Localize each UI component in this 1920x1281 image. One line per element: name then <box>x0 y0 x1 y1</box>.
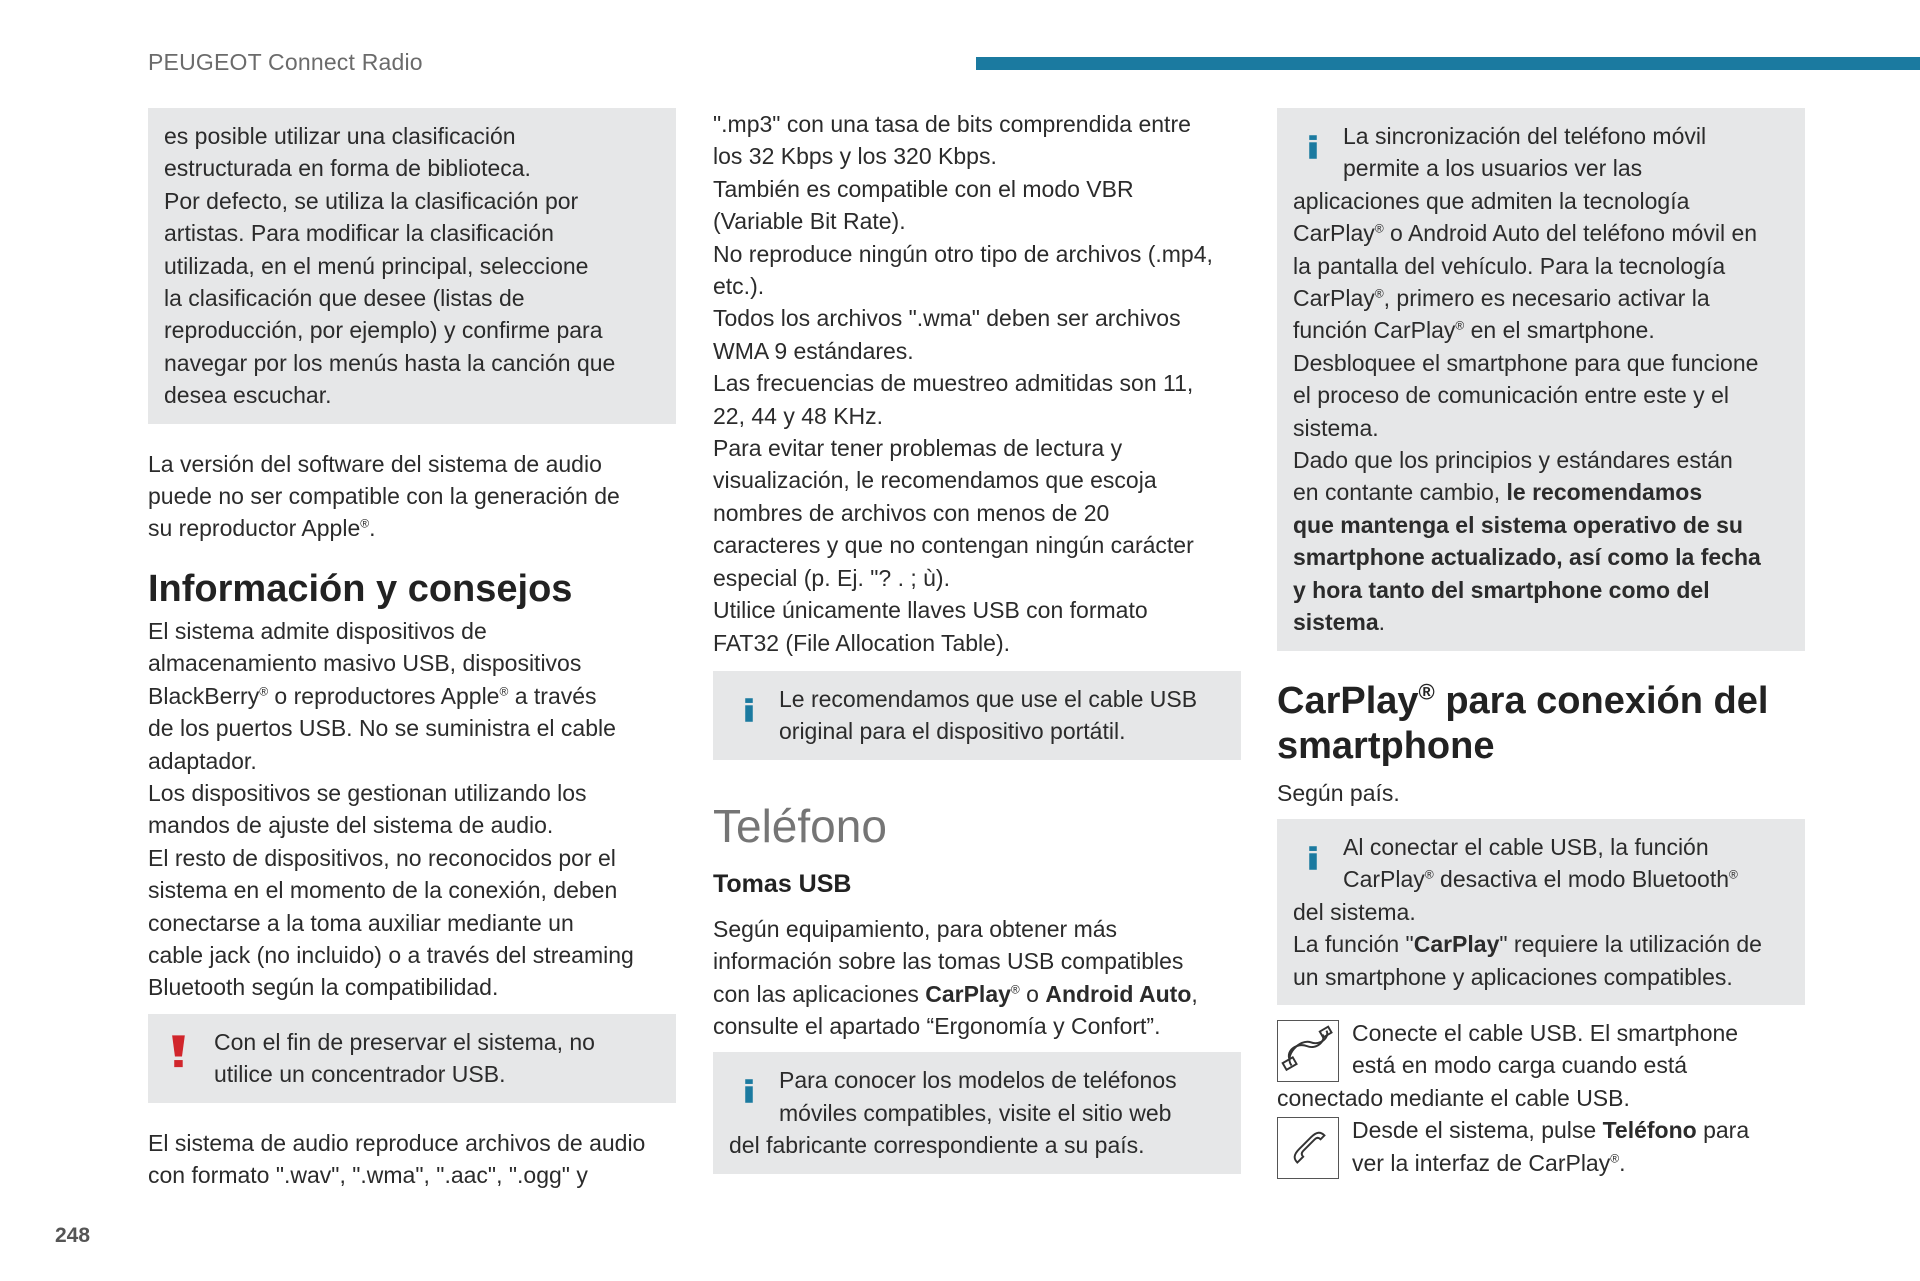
phone-models-note-box: Para conocer los modelos de teléfonos móviles compatibles, visite el sitio web del fabricante correspondiente a su país. <box>713 1052 1241 1173</box>
usb-cable-icon <box>1277 1020 1339 1082</box>
text-line: especial (p. Ej. "? . ; ù). <box>713 564 950 591</box>
section-heading-telefono: Teléfono <box>713 799 887 852</box>
phone-handset-icon <box>1277 1117 1339 1179</box>
text-line: etc.). <box>713 273 765 300</box>
text-line: ".mp3" con una tasa de bits comprendida entre <box>713 111 1191 137</box>
usb-hub-warning-box: Con el fin de preservar el sistema, no utilice un concentrador USB. <box>148 1014 676 1103</box>
text-line: estructurada en forma de biblioteca. <box>164 155 531 182</box>
info-icon <box>1305 126 1321 168</box>
audio-formats-continued <box>713 108 1241 671</box>
text-line: caracteres y que no contengan ningún carácter <box>713 532 1194 559</box>
text-line: reproducción, por ejemplo) y confirme para <box>164 317 603 344</box>
text-line: (Variable Bit Rate). <box>713 208 906 235</box>
info-icon <box>741 689 757 731</box>
section-heading-carplay: CarPlay® para conexión del smartphone <box>1277 678 1769 767</box>
usb-ports-text: Según equipamiento, para obtener más información sobre las tomas USB compatibles con las aplicaciones CarPlay® o Android Auto, consulte el apartado “Ergonomía y Confort”. <box>713 915 1198 1039</box>
column-left <box>148 108 676 1191</box>
audio-formats-text: El sistema de audio reproduce archivos de audio con formato ".wav", ".wma", ".aac", ".ogg" y <box>148 1129 646 1188</box>
running-header-title: PEUGEOT Connect Radio <box>148 49 423 75</box>
text-line: la clasificación que desee (listas de <box>164 285 525 312</box>
phone-step: Desde el sistema, pulse Teléfono para ver la interfaz de CarPlay®. <box>1277 1114 1805 1179</box>
connect-usb-step: Conecte el cable USB. El smartphone está en modo carga cuando está conectado mediante el cable USB. <box>1277 1019 1739 1111</box>
usb-cable-note-box: Le recomendamos que use el cable USB original para el dispositivo portátil. <box>713 671 1241 760</box>
software-compat-text: La versión del software del sistema de audio puede no ser compatible con la generación de su reproductor Apple®. <box>148 450 620 542</box>
text-line: Para evitar tener problemas de lectura y <box>713 435 1123 462</box>
text-line: También es compatible con el modo VBR <box>713 175 1134 202</box>
text-line: Utilice únicamente llaves USB con formato <box>713 597 1148 624</box>
text-line: utilizada, en el menú principal, seleccione <box>164 252 589 279</box>
text-line: los 32 Kbps y los 320 Kbps. <box>713 143 997 170</box>
info-icon <box>741 1070 757 1112</box>
warning-icon <box>170 1030 194 1076</box>
text-line: Todos los archivos ".wma" deben ser archivos <box>713 305 1181 332</box>
country-note: Según país. <box>1277 779 1400 806</box>
text-line: es posible utilizar una clasificación <box>164 123 516 149</box>
sync-note-box: La sincronización del teléfono móvil permite a los usuarios ver las aplicaciones que admiten la tecnología CarPlay® o Android Auto del teléfono móvil en la pantalla del vehículo. Para la tecnología CarPlay®, primero es necesario activar la función CarPlay® en el smartphone. Desbloquee el smartphone para que funcione el proceso de comunicación entre este y el sistema. Dado que los principios y estándares están en contante cambio, le recomendamos que mantenga el sistema operativo de su smartphone actualizado, así como la fecha y hora tanto del smartphone como del sistema. <box>1277 108 1805 651</box>
column-right <box>1277 108 1805 1179</box>
library-note-box <box>148 108 676 424</box>
text-line: No reproduce ningún otro tipo de archivos (.mp4, <box>713 240 1213 267</box>
page-number: 248 <box>55 1224 91 1247</box>
info-icon <box>1305 837 1321 879</box>
usb-carplay-note-box: Al conectar el cable USB, la función CarPlay® desactiva el modo Bluetooth® del sistema. La función "CarPlay" requiere la utilización de un smartphone y aplicaciones compatibles. <box>1277 819 1805 1005</box>
text-line: 22, 44 y 48 KHz. <box>713 402 884 429</box>
text-line: visualización, le recomendamos que escoja <box>713 467 1157 494</box>
text-line: navegar por los menús hasta la canción que <box>164 349 616 376</box>
text-line: desea escuchar. <box>164 382 332 409</box>
header-accent-bar <box>976 57 1920 70</box>
info-paragraph: El sistema admite dispositivos de almacenamiento masivo USB, dispositivos BlackBerry® o reproductores Apple® a través de los puertos USB. No se suministra el cable adaptador. Los dispositivos se gestionan utilizando los mandos de ajuste del sistema de audio. El resto de dispositivos, no reconocidos por el sistema en el momento de la conexión, deben conectarse a la toma auxiliar mediante un cable jack (no incluido) o a través del streaming Bluetooth según la compatibilidad. <box>148 617 634 1001</box>
text-line: nombres de archivos con menos de 20 <box>713 499 1110 526</box>
text-line: Las frecuencias de muestreo admitidas son 11, <box>713 370 1194 397</box>
text-line: FAT32 (File Allocation Table). <box>713 629 1011 656</box>
text-line: Por defecto, se utiliza la clasificación por <box>164 187 579 214</box>
text-line: WMA 9 estándares. <box>713 337 914 364</box>
section-heading-info: Información y consejos <box>148 567 573 610</box>
text-line: artistas. Para modificar la clasificación <box>164 220 554 247</box>
column-middle <box>713 108 1241 1186</box>
subheading-usb-ports: Tomas USB <box>713 869 852 898</box>
